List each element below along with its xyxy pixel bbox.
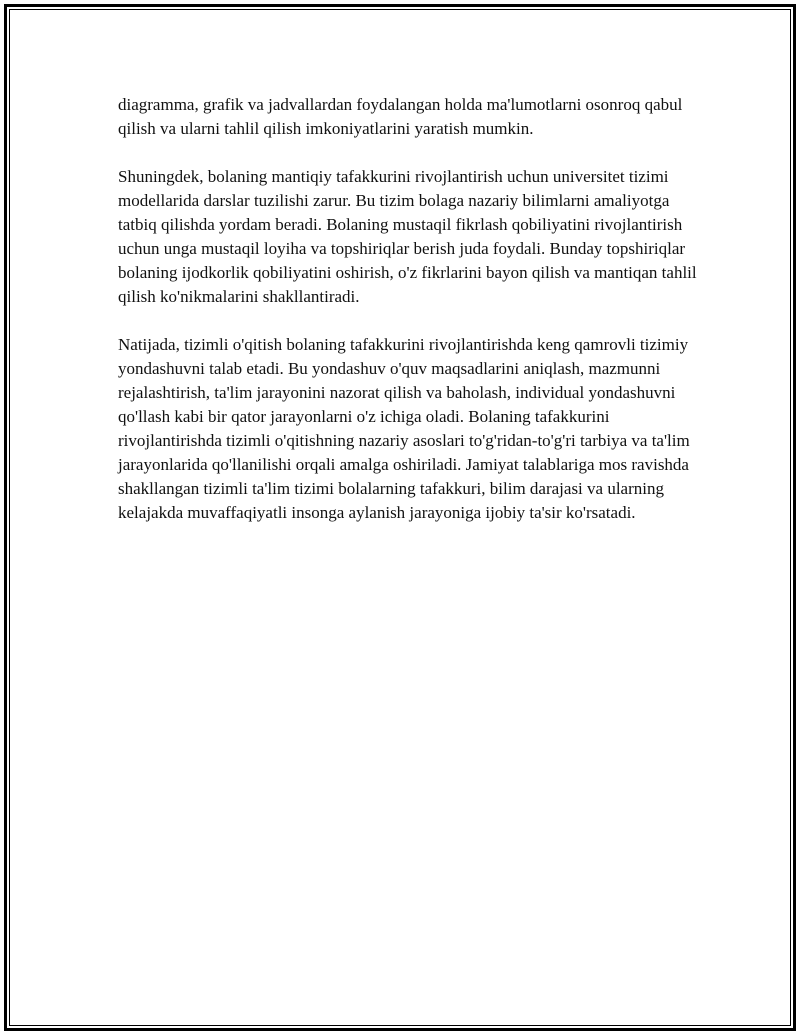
paragraph-1: diagramma, grafik va jadvallardan foydalangan holda ma'lumotlarni osonroq qabul qilish va ularni tahlil qilish imkoniyatlarini yaratish mumkin. (118, 95, 683, 138)
document-body (118, 93, 698, 525)
paragraph-2: Shuningdek, bolaning mantiqiy tafakkurini rivojlantirish uchun universitet tizimi modellarida darslar tuzilishi zarur. Bu tizim bolaga nazariy bilimlarni amaliyotga tatbiq qilishda yordam beradi. Bolaning mustaqil fikrlash qobiliyatini rivojlantirish uchun unga mustaqil loyiha va topshiriqlar berish juda foydali. Bunday topshiriqlar bolaning ijodkorlik qobiliyatini oshirish, o'z fikrlarini bayon qilish va mantiqan tahlil qilish ko'nikmalarini shakllantiradi. (118, 167, 697, 306)
paragraph-3: Natijada, tizimli o'qitish bolaning tafakkurini rivojlantirishda keng qamrovli tizimiy yondashuvni talab etadi. Bu yondashuv o'quv maqsadlarini aniqlash, mazmunni rejalashtirish, ta'lim jarayonini nazorat qilish va baholash, individual yondashuvni qo'llash kabi bir qator jarayonlarni o'z ichiga oladi. Bolaning tafakkurini rivojlantirishda tizimli o'qitishning nazariy asoslari to'g'ridan-to'g'ri tarbiya va ta'lim jarayonlarida qo'llanilishi orqali amalga oshiriladi. Jamiyat talablariga mos ravishda shakllangan tizimli ta'lim tizimi bolalarning tafakkuri, bilim darajasi va ularning kelajakda muvaffaqiyatli insonga aylanish jarayoniga ijobiy ta'sir ko'rsatadi. (118, 335, 690, 522)
